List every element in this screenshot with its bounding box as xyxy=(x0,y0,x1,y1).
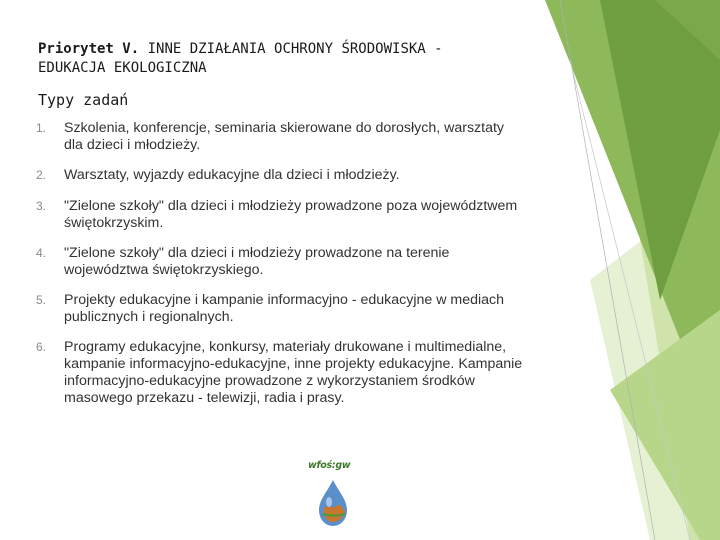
list-item-number: 1. xyxy=(36,121,47,135)
list-item-text: "Zielone szkoły" dla dzieci i młodzieży prowadzone na terenie województwa świętokrzyskiego. xyxy=(64,245,450,278)
list-item xyxy=(36,292,526,326)
list-item xyxy=(36,167,526,184)
list-item-number: 3. xyxy=(36,199,47,213)
list-item-number: 4. xyxy=(36,246,47,260)
list-item-text: Projekty edukacyjne i kampanie informacyjno - edukacyjne w mediach publicznych i regionalnych. xyxy=(64,292,505,325)
list-item xyxy=(36,120,526,154)
list-item-text: Warsztaty, wyjazdy edukacyjne dla dzieci i młodzieży. xyxy=(64,167,400,183)
list-item xyxy=(36,339,526,407)
list-item-number: 5. xyxy=(36,293,47,307)
list-item xyxy=(36,198,526,232)
slide-subtitle: Typy zadań xyxy=(38,91,129,109)
list-item-number: 6. xyxy=(36,340,47,354)
title-bold: Priorytet V. xyxy=(38,41,140,57)
list-item-text: Szkolenia, konferencje, seminaria skierowane do dorosłych, warsztaty dla dzieci i młodzieży. xyxy=(64,120,505,153)
slide-title xyxy=(38,40,518,78)
task-list xyxy=(36,120,526,407)
logo-text: wfoś:gw xyxy=(308,460,351,471)
title-rest: INNE DZIAŁANIA OCHRONY ŚRODOWISKA - EDUKACJA EKOLOGICZNA xyxy=(38,41,443,76)
list-item xyxy=(36,245,526,279)
list-item-number: 2. xyxy=(36,168,47,182)
list-item-text: "Zielone szkoły" dla dzieci i młodzieży prowadzone poza województwem świętokrzyskim. xyxy=(64,198,518,231)
list-item-text: Programy edukacyjne, konkursy, materiały drukowane i multimedialne, kampanie informacyjno-edukacyjne, inne projekty edukacyjne. Kampanie informacyjno-edukacyjne prowadzone z wykorzystaniem środków masowego przekazu - telewizji, radia i prasy. xyxy=(64,339,523,406)
